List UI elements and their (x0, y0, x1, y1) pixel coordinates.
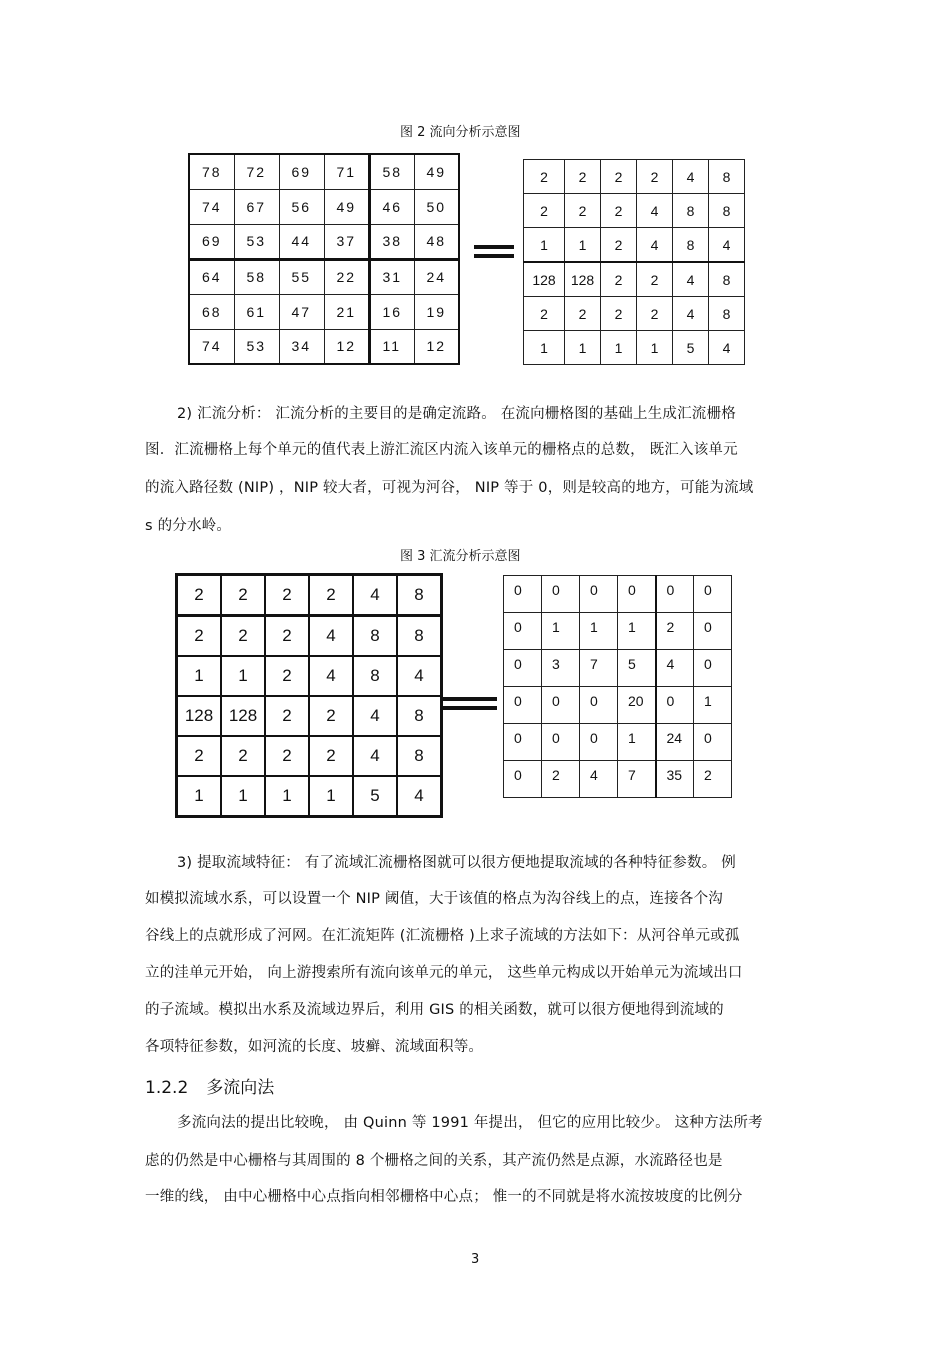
grid-cell: 1 (221, 656, 265, 696)
grid-cell: 0 (504, 576, 542, 613)
grid-cell: 2 (177, 736, 222, 776)
grid-cell: 0 (542, 576, 580, 613)
grid-cell: 0 (504, 650, 542, 687)
grid-cell: 1 (618, 724, 656, 761)
grid-cell: 8 (709, 194, 745, 228)
grid-cell: 4 (309, 656, 353, 696)
grid-cell: 19 (414, 294, 459, 329)
grid-cell: 128 (177, 696, 222, 736)
grid-cell: 4 (637, 194, 673, 228)
text-line: 的流入路径数 (NIP) ，NIP 较大者，可视为河谷， NIP 等于 0，则是较高的地方，可能为流域 (145, 480, 754, 496)
grid-cell: 4 (353, 736, 397, 776)
grid-row (189, 294, 459, 329)
grid-cell: 21 (324, 294, 369, 329)
grid-cell: 8 (709, 297, 745, 331)
equals-sign-bottom-bar (474, 254, 514, 258)
equals-sign-top-bar (474, 245, 514, 249)
grid-row (524, 262, 745, 297)
grid-cell: 1 (309, 776, 353, 817)
grid-cell: 35 (656, 761, 694, 798)
grid-row (189, 329, 459, 364)
page-number: 3 (471, 1252, 480, 1267)
grid-row (189, 259, 459, 294)
text-line: 虑的仍然是中心栅格与其周围的 8 个栅格之间的关系，其产流仍然是点源，水流路径也是 (145, 1153, 723, 1169)
grid-cell: 34 (279, 329, 324, 364)
grid-cell: 5 (673, 331, 709, 365)
grid-row (189, 224, 459, 259)
grid-cell: 4 (709, 228, 745, 263)
grid-cell: 1 (694, 687, 732, 724)
grid-cell: 8 (397, 736, 442, 776)
grid-cell: 8 (353, 616, 397, 657)
grid-cell: 38 (369, 224, 414, 259)
grid-cell: 1 (221, 776, 265, 817)
grid-cell: 1 (524, 228, 565, 263)
grid-cell: 7 (618, 761, 656, 798)
grid-cell: 2 (637, 262, 673, 297)
grid-cell: 1 (177, 776, 222, 817)
grid-cell: 20 (618, 687, 656, 724)
grid-row (189, 154, 459, 189)
grid-cell: 2 (265, 656, 309, 696)
grid-cell: 2 (221, 616, 265, 657)
grid-cell: 0 (542, 724, 580, 761)
grid-cell: 4 (637, 228, 673, 263)
grid-cell: 0 (504, 613, 542, 650)
grid-cell: 4 (673, 262, 709, 297)
grid-cell: 44 (279, 224, 324, 259)
grid-row (504, 724, 732, 761)
text-line: 各项特征参数，如河流的长度、坡癣、流域面积等。 (145, 1039, 484, 1055)
grid-row (177, 656, 442, 696)
text-line: 谷线上的点就形成了河网。在汇流矩阵 (汇流栅格 )上求子流域的方法如下：从河谷单元或孤 (145, 928, 740, 944)
grid-cell: 0 (694, 724, 732, 761)
grid-row (177, 575, 442, 616)
grid-cell: 4 (656, 650, 694, 687)
section-title: 多流向法 (206, 1078, 275, 1098)
accumulation-direction-grid (175, 573, 443, 818)
grid-cell: 0 (694, 650, 732, 687)
grid-cell: 48 (414, 224, 459, 259)
grid-cell: 1 (565, 331, 601, 365)
grid-cell: 22 (324, 259, 369, 294)
grid-cell: 16 (369, 294, 414, 329)
grid-cell: 56 (279, 189, 324, 224)
grid-cell: 2 (524, 160, 565, 194)
grid-row (504, 576, 732, 613)
grid-cell: 0 (580, 687, 618, 724)
grid-cell: 8 (397, 575, 442, 616)
grid-cell: 0 (656, 576, 694, 613)
grid-cell: 2 (265, 696, 309, 736)
grid-cell: 0 (656, 687, 694, 724)
grid-cell: 2 (565, 297, 601, 331)
grid-cell: 1 (637, 331, 673, 365)
grid-row (177, 696, 442, 736)
grid-cell: 2 (524, 297, 565, 331)
grid-cell: 2 (265, 736, 309, 776)
grid-cell: 1 (265, 776, 309, 817)
grid-cell: 2 (309, 696, 353, 736)
grid-row (524, 331, 745, 365)
grid-cell: 128 (221, 696, 265, 736)
grid-cell: 2 (221, 736, 265, 776)
accumulation-count-grid (503, 575, 732, 798)
grid-cell: 49 (414, 154, 459, 189)
grid-cell: 8 (353, 656, 397, 696)
grid-cell: 4 (353, 575, 397, 616)
grid-cell: 4 (580, 761, 618, 798)
grid-cell: 8 (397, 696, 442, 736)
grid-cell: 1 (618, 613, 656, 650)
grid-row (177, 736, 442, 776)
grid-row (524, 228, 745, 263)
grid-cell: 49 (324, 189, 369, 224)
grid-cell: 53 (234, 329, 279, 364)
flow-direction-grid (523, 159, 745, 365)
grid-cell: 0 (504, 687, 542, 724)
grid-cell: 4 (709, 331, 745, 365)
grid-cell: 71 (324, 154, 369, 189)
grid-cell: 0 (694, 613, 732, 650)
grid-cell: 8 (397, 616, 442, 657)
equals-sign-bottom-bar-2 (441, 706, 497, 710)
grid-cell: 2 (601, 228, 637, 263)
grid-cell: 0 (542, 687, 580, 724)
text-line: 图．汇流栅格上每个单元的值代表上游汇流区内流入该单元的栅格点的总数， 既汇入该单元 (145, 442, 738, 458)
grid-cell: 2 (601, 262, 637, 297)
grid-cell: 53 (234, 224, 279, 259)
grid-cell: 1 (601, 331, 637, 365)
grid-cell: 2 (694, 761, 732, 798)
grid-cell: 74 (189, 189, 234, 224)
grid-row (504, 761, 732, 798)
grid-cell: 2 (565, 194, 601, 228)
section-heading (145, 1073, 274, 1098)
grid-cell: 0 (504, 761, 542, 798)
grid-row (189, 189, 459, 224)
grid-cell: 0 (504, 724, 542, 761)
grid-cell: 46 (369, 189, 414, 224)
figure2-caption: 图 2 流向分析示意图 (400, 125, 521, 140)
grid-row (504, 650, 732, 687)
grid-cell: 2 (221, 575, 265, 616)
grid-cell: 128 (565, 262, 601, 297)
grid-cell: 2 (265, 616, 309, 657)
grid-cell: 68 (189, 294, 234, 329)
grid-cell: 4 (673, 160, 709, 194)
grid-cell: 2 (309, 575, 353, 616)
grid-cell: 2 (565, 160, 601, 194)
grid-cell: 2 (601, 194, 637, 228)
grid-cell: 128 (524, 262, 565, 297)
grid-cell: 1 (565, 228, 601, 263)
grid-row (504, 613, 732, 650)
grid-cell: 61 (234, 294, 279, 329)
grid-cell: 2 (265, 575, 309, 616)
grid-cell: 4 (397, 656, 442, 696)
grid-cell: 4 (353, 696, 397, 736)
text-line: 一维的线， 由中心栅格中心点指向相邻栅格中心点； 惟一的不同就是将水流按坡度的比例分 (145, 1189, 743, 1205)
grid-cell: 69 (279, 154, 324, 189)
grid-cell: 8 (709, 262, 745, 297)
text-line: s 的分水岭。 (145, 518, 232, 534)
figure3-caption: 图 3 汇流分析示意图 (400, 549, 521, 564)
text-line: 的子流域。模拟出水系及流域边界后，利用 GIS 的相关函数，就可以很方便地得到流域的 (145, 1002, 724, 1018)
grid-cell: 12 (414, 329, 459, 364)
grid-cell: 5 (618, 650, 656, 687)
text-line: 如模拟流域水系，可以设置一个 NIP 阈值，大于该值的格点为沟谷线上的点，连接各个沟 (145, 891, 723, 907)
grid-row (524, 194, 745, 228)
grid-cell: 1 (542, 613, 580, 650)
section-number: 1.2.2 (145, 1078, 189, 1098)
grid-cell: 37 (324, 224, 369, 259)
grid-cell: 11 (369, 329, 414, 364)
grid-cell: 2 (177, 616, 222, 657)
grid-cell: 8 (673, 194, 709, 228)
grid-cell: 8 (709, 160, 745, 194)
grid-row (177, 616, 442, 657)
text-line: 3) 提取流域特征： 有了流域汇流栅格图就可以很方便地提取流域的各种特征参数。 例 (177, 855, 736, 871)
grid-cell: 24 (656, 724, 694, 761)
grid-cell: 0 (618, 576, 656, 613)
flow-elevation-grid (188, 153, 460, 365)
grid-cell: 67 (234, 189, 279, 224)
grid-cell: 2 (542, 761, 580, 798)
grid-cell: 0 (694, 576, 732, 613)
grid-cell: 78 (189, 154, 234, 189)
grid-row (504, 687, 732, 724)
grid-row (524, 160, 745, 194)
grid-cell: 12 (324, 329, 369, 364)
grid-row (177, 776, 442, 817)
grid-cell: 47 (279, 294, 324, 329)
grid-cell: 1 (524, 331, 565, 365)
grid-cell: 64 (189, 259, 234, 294)
grid-cell: 2 (637, 160, 673, 194)
grid-cell: 4 (673, 297, 709, 331)
equals-sign-top-bar-2 (441, 697, 497, 701)
grid-cell: 2 (637, 297, 673, 331)
grid-cell: 0 (580, 724, 618, 761)
grid-cell: 74 (189, 329, 234, 364)
grid-cell: 5 (353, 776, 397, 817)
grid-cell: 55 (279, 259, 324, 294)
grid-cell: 1 (177, 656, 222, 696)
grid-cell: 2 (601, 160, 637, 194)
grid-cell: 2 (601, 297, 637, 331)
grid-cell: 4 (309, 616, 353, 657)
grid-cell: 2 (656, 613, 694, 650)
grid-cell: 72 (234, 154, 279, 189)
grid-cell: 69 (189, 224, 234, 259)
text-line: 多流向法的提出比较晚， 由 Quinn 等 1991 年提出， 但它的应用比较少。 这种方法所考 (177, 1115, 763, 1131)
grid-cell: 4 (397, 776, 442, 817)
grid-row (524, 297, 745, 331)
grid-cell: 3 (542, 650, 580, 687)
grid-cell: 31 (369, 259, 414, 294)
grid-cell: 50 (414, 189, 459, 224)
grid-cell: 58 (234, 259, 279, 294)
grid-cell: 2 (309, 736, 353, 776)
grid-cell: 8 (673, 228, 709, 263)
grid-cell: 24 (414, 259, 459, 294)
text-line: 2) 汇流分析： 汇流分析的主要目的是确定流路。 在流向栅格图的基础上生成汇流栅格 (177, 406, 736, 422)
grid-cell: 0 (580, 576, 618, 613)
grid-cell: 2 (524, 194, 565, 228)
grid-cell: 7 (580, 650, 618, 687)
text-line: 立的洼单元开始， 向上游搜索所有流向该单元的单元， 这些单元构成以开始单元为流域出口 (145, 965, 743, 981)
grid-cell: 2 (177, 575, 222, 616)
grid-cell: 1 (580, 613, 618, 650)
grid-cell: 58 (369, 154, 414, 189)
